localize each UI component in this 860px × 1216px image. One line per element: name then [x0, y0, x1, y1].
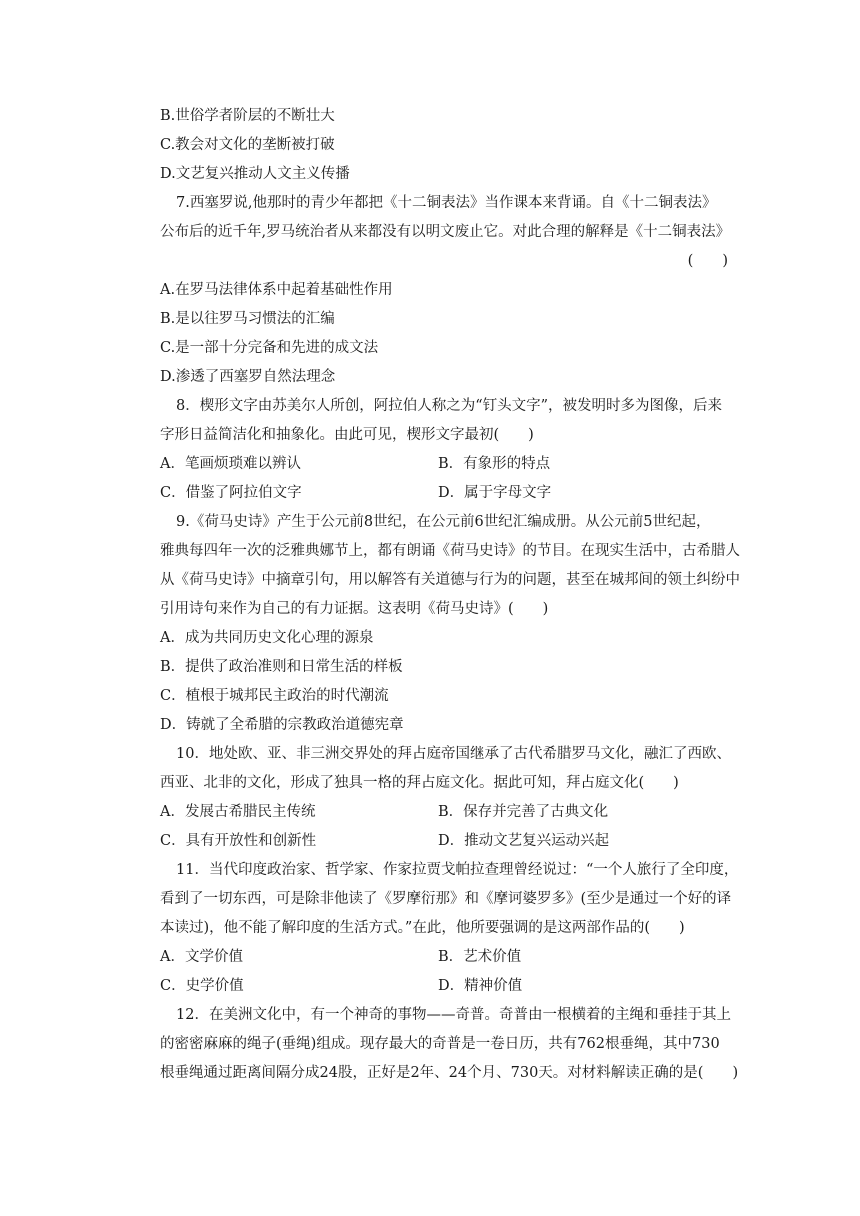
question-stem-line: 引用诗句来作为自己的有力证据。这表明《荷马史诗》( )	[160, 601, 549, 617]
question-stem-line: 从《荷马史诗》中摘章引句，用以解答有关道德与行为的问题，甚至在城邦间的领土纠纷中	[160, 572, 740, 588]
question-stem-line: 9.《荷马史诗》产生于公元前8世纪，在公元前6世纪汇编成册。从公元前5世纪起，	[176, 514, 711, 530]
question-8	[160, 392, 730, 508]
option-row	[160, 479, 730, 508]
question-stem-line: 8．楔形文字由苏美尔人所创，阿拉伯人称之为“钉头文字”，被发明时多为图像，后来	[176, 398, 723, 414]
option-a: A．发展古希腊民主传统	[160, 804, 316, 820]
option-b: B．艺术价值	[438, 949, 522, 965]
option-b: B.是以往罗马习惯法的汇编	[160, 311, 335, 327]
question-content	[160, 102, 740, 1088]
question-stem-line: 雅典每四年一次的泛雅典娜节上，都有朗诵《荷马史诗》的节目。在现实生活中，古希腊人	[160, 543, 740, 559]
option-row	[160, 943, 730, 972]
option-a: A．成为共同历史文化心理的源泉	[160, 630, 374, 646]
option-d: D．精神价值	[438, 978, 523, 994]
option-row	[160, 827, 730, 856]
question-7	[160, 189, 730, 392]
option-a: A．文学价值	[160, 949, 243, 965]
option-d: D．属于字母文字	[438, 485, 552, 501]
option-d: D.文艺复兴推动人文主义传播	[160, 166, 350, 182]
option-b: B．保存并完善了古典文化	[438, 804, 609, 820]
question-stem-line: 根垂绳通过距离间隔分成24股，正好是2年、24个月、730天。对材料解读正确的是( )	[160, 1065, 739, 1081]
option-c: C．借鉴了阿拉伯文字	[160, 485, 302, 501]
question-stem-line: 西亚、北非的文化，形成了独具一格的拜占庭文化。据此可知，拜占庭文化( )	[160, 775, 679, 791]
question-stem-line: 7.西塞罗说,他那时的青少年都把《十二铜表法》当作课本来背诵。自《十二铜表法》	[176, 195, 717, 211]
question-stem-line: 10．地处欧、亚、非三洲交界处的拜占庭帝国继承了古代希腊罗马文化，融汇了西欧、	[176, 746, 731, 762]
question-6-options	[160, 102, 730, 189]
option-c: C.是一部十分完备和先进的成文法	[160, 340, 379, 356]
question-stem-line: 12．在美洲文化中，有一个神奇的事物——奇普。奇普由一根横着的主绳和垂挂于其上	[176, 1007, 731, 1023]
option-row	[160, 972, 730, 1001]
option-c: C．植根于城邦民主政治的时代潮流	[160, 688, 389, 704]
option-a: A．笔画烦琐难以辨认	[160, 456, 301, 472]
question-stem-line: 11．当代印度政治家、哲学家、作家拉贾戈帕拉查理曾经说过：“一个人旅行了全印度，	[176, 862, 739, 878]
option-b: B．有象形的特点	[438, 456, 551, 472]
option-a: A.在罗马法律体系中起着基础性作用	[160, 282, 393, 298]
question-stem-line: 看到了一切东西，可是除非他读了《罗摩衍那》和《摩诃婆罗多》(至少是通过一个好的译	[160, 891, 732, 907]
question-stem-line: 字形日益简洁化和抽象化。由此可见，楔形文字最初( )	[160, 427, 534, 443]
question-10	[160, 740, 730, 856]
question-stem-line: 公布后的近千年,罗马统治者从来都没有以明文废止它。对此合理的解释是《十二铜表法》	[160, 224, 731, 240]
option-b: B．提供了政治准则和日常生活的样板	[160, 659, 403, 675]
option-c: C．具有开放性和创新性	[160, 833, 317, 849]
question-9	[160, 508, 740, 740]
option-d: D．推动文艺复兴运动兴起	[438, 833, 610, 849]
answer-blank: ( )	[687, 253, 728, 269]
option-d: D.渗透了西塞罗自然法理念	[160, 369, 336, 385]
option-c: C．史学价值	[160, 978, 244, 994]
question-stem-line: 的密密麻麻的绳子(垂绳)组成。现存最大的奇普是一卷日历，共有762根垂绳，其中730	[160, 1036, 720, 1052]
option-row	[160, 798, 730, 827]
option-b: B.世俗学者阶层的不断壮大	[160, 108, 335, 124]
question-11	[160, 856, 739, 1001]
option-c: C.教会对文化的垄断被打破	[160, 137, 335, 153]
option-d: D．铸就了全希腊的宗教政治道德宪章	[160, 717, 404, 733]
question-stem-line: 本读过)，他不能了解印度的生活方式。”在此，他所要强调的是这两部作品的( )	[160, 920, 685, 936]
option-row	[160, 450, 730, 479]
question-12	[160, 1001, 739, 1088]
